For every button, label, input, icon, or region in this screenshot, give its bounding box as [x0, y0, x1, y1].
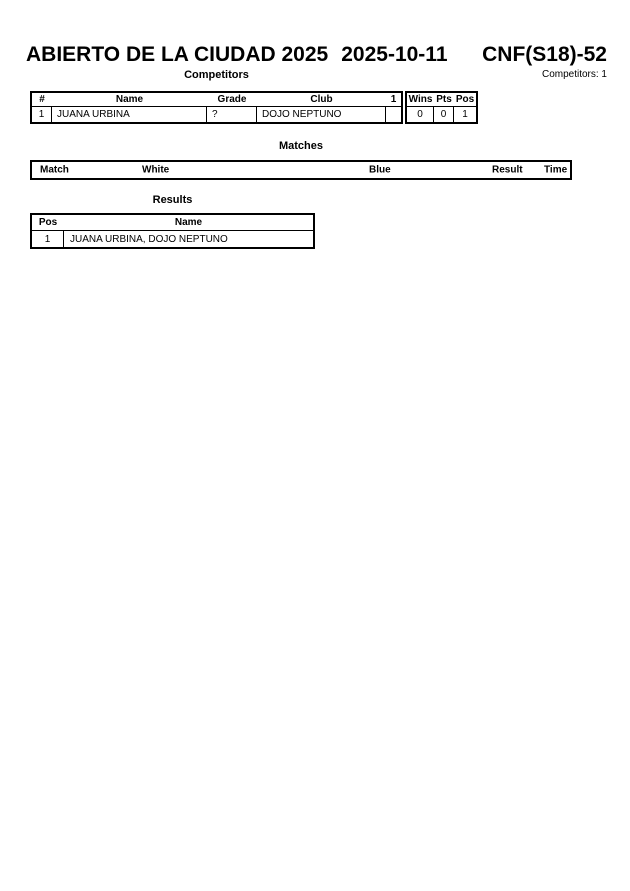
matches-table: [30, 160, 572, 180]
competitor-club: DOJO NEPTUNO: [257, 107, 386, 122]
tournament-name: ABIERTO DE LA CIUDAD 2025: [26, 43, 329, 66]
header-number: #: [39, 94, 45, 105]
result-row: [32, 231, 313, 247]
competitors-main-table: [30, 91, 403, 124]
competitor-name: JUANA URBINA: [52, 107, 207, 122]
header-result-name: Name: [174, 217, 203, 228]
tournament-date: 2025-10-11: [341, 43, 448, 66]
competitor-pos: 1: [462, 109, 468, 120]
stats-header-row: [407, 93, 476, 107]
competitor-pts: 0: [434, 107, 454, 122]
page-title: [26, 44, 607, 65]
competitor-grade: ?: [207, 107, 257, 122]
header-result-pos: Pos: [38, 217, 58, 228]
competitors-count-label: Competitors: 1: [541, 69, 607, 80]
header-blue: Blue: [369, 164, 391, 176]
results-header-row: [32, 215, 313, 231]
header-round1: 1: [390, 94, 397, 105]
stats-row: [407, 107, 476, 122]
competitors-header-row: [32, 93, 401, 107]
matches-section-title: Matches: [278, 140, 324, 152]
category-code: CNF(S18)-52: [482, 43, 607, 66]
header-result: Result: [492, 164, 523, 176]
competitors-stats-table: [405, 91, 478, 124]
results-section-title: Results: [152, 194, 193, 206]
header-name: Name: [115, 94, 144, 105]
result-pos: 1: [32, 231, 64, 247]
competitors-table: [30, 91, 478, 124]
header-match: Match: [40, 164, 69, 176]
competitor-wins: 0: [407, 107, 434, 122]
competitors-section-title: Competitors: [184, 69, 249, 81]
header-white: White: [142, 164, 170, 176]
competitor-number: 1: [32, 107, 52, 122]
header-pos: Pos: [455, 94, 475, 105]
header-club: Club: [310, 94, 333, 105]
competitor-row: [32, 107, 401, 122]
header-pts: Pts: [436, 94, 452, 105]
results-table: [30, 213, 315, 249]
header-time: Time: [544, 164, 568, 176]
result-name: JUANA URBINA, DOJO NEPTUNO: [70, 233, 228, 245]
header-grade: Grade: [217, 94, 247, 105]
header-wins: Wins: [408, 94, 433, 105]
competitor-round1: [386, 107, 401, 122]
